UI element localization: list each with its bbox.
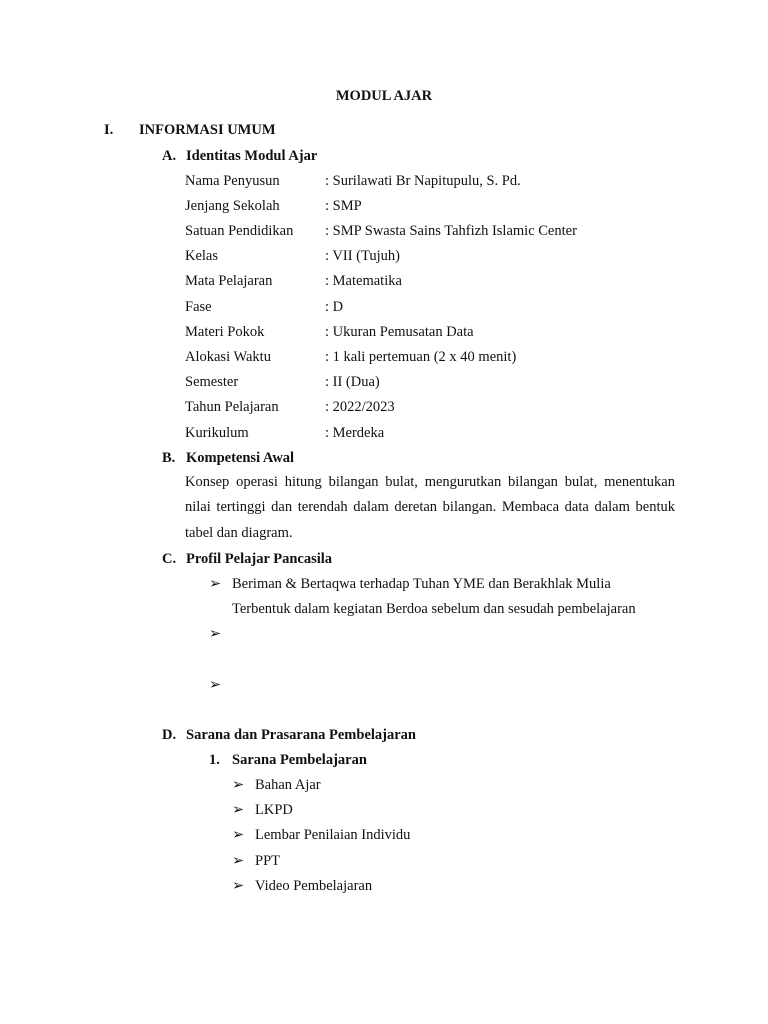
bullet-arrow-icon: ➢ [232,878,245,894]
bullet-arrow-icon: ➢ [209,626,222,642]
bullet-arrow-icon: ➢ [232,853,245,869]
profil-item-line2: Terbentuk dalam kegiatan Berdoa sebelum dan sesudah pembelajaran [232,601,636,617]
sarana-item: Video Pembelajaran [255,878,373,894]
subsection-letter-d: D. [162,727,177,743]
identity-label: Materi Pokok [185,324,265,340]
bullet-arrow-icon: ➢ [232,827,245,843]
identity-value: : 2022/2023 [325,399,395,415]
section-number: I. [104,122,114,138]
identity-value: : Matematika [325,273,402,289]
identity-label: Kelas [185,248,219,264]
identity-label: Fase [185,299,212,315]
identity-label: Satuan Pendidikan [185,223,294,239]
identity-label: Tahun Pelajaran [185,399,279,415]
identity-value: : SMP Swasta Sains Tahfizh Islamic Center [325,223,577,239]
identity-label: Semester [185,374,239,390]
identity-label: Jenjang Sekolah [185,198,280,214]
profil-item-line1: Beriman & Bertaqwa terhadap Tuhan YME dan Berakhlak Mulia [232,576,611,592]
subsection-letter-b: B. [162,450,176,466]
identity-label: Alokasi Waktu [185,349,271,365]
sarana-item: Bahan Ajar [255,777,321,793]
section-heading: INFORMASI UMUM [139,122,276,138]
identity-value: : 1 kali pertemuan (2 x 40 menit) [325,349,517,365]
subsection-heading-sarana: Sarana dan Prasarana Pembelajaran [186,727,416,743]
sarana-item: PPT [255,853,280,869]
subsection-heading-identitas: Identitas Modul Ajar [186,148,318,164]
kompetensi-paragraph: Konsep operasi hitung bilangan bulat, mengurutkan bilangan bulat, menentukan nilai tertinggi dan terendah dalam deretan bilangan. Membaca data dalam bentuk tabel dan diagram. [185,474,675,541]
bullet-arrow-icon: ➢ [232,802,245,818]
sarana-item: LKPD [255,802,293,818]
identity-label: Nama Penyusun [185,173,280,189]
bullet-arrow-icon: ➢ [232,777,245,793]
subsection-heading-profil: Profil Pelajar Pancasila [186,551,333,567]
identity-value: : D [325,299,344,315]
identity-label: Kurikulum [185,425,249,441]
identity-value: : Ukuran Pemusatan Data [325,324,474,340]
bullet-arrow-icon: ➢ [209,576,222,592]
subsection-heading-kompetensi: Kompetensi Awal [186,450,295,466]
sub-number: 1. [209,752,220,768]
identity-value: : SMP [325,198,362,214]
identity-value: : VII (Tujuh) [325,248,400,264]
identity-value: : II (Dua) [325,374,380,390]
document-title: MODUL AJAR [335,88,433,104]
identity-label: Mata Pelajaran [185,273,273,289]
sub-heading-sarana-pembelajaran: Sarana Pembelajaran [232,752,367,768]
identity-value: : Surilawati Br Napitupulu, S. Pd. [325,173,521,189]
subsection-letter-c: C. [162,551,177,567]
bullet-arrow-icon: ➢ [209,677,222,693]
identity-value: : Merdeka [325,425,385,441]
subsection-letter-a: A. [162,148,177,164]
sarana-item: Lembar Penilaian Individu [255,827,411,843]
